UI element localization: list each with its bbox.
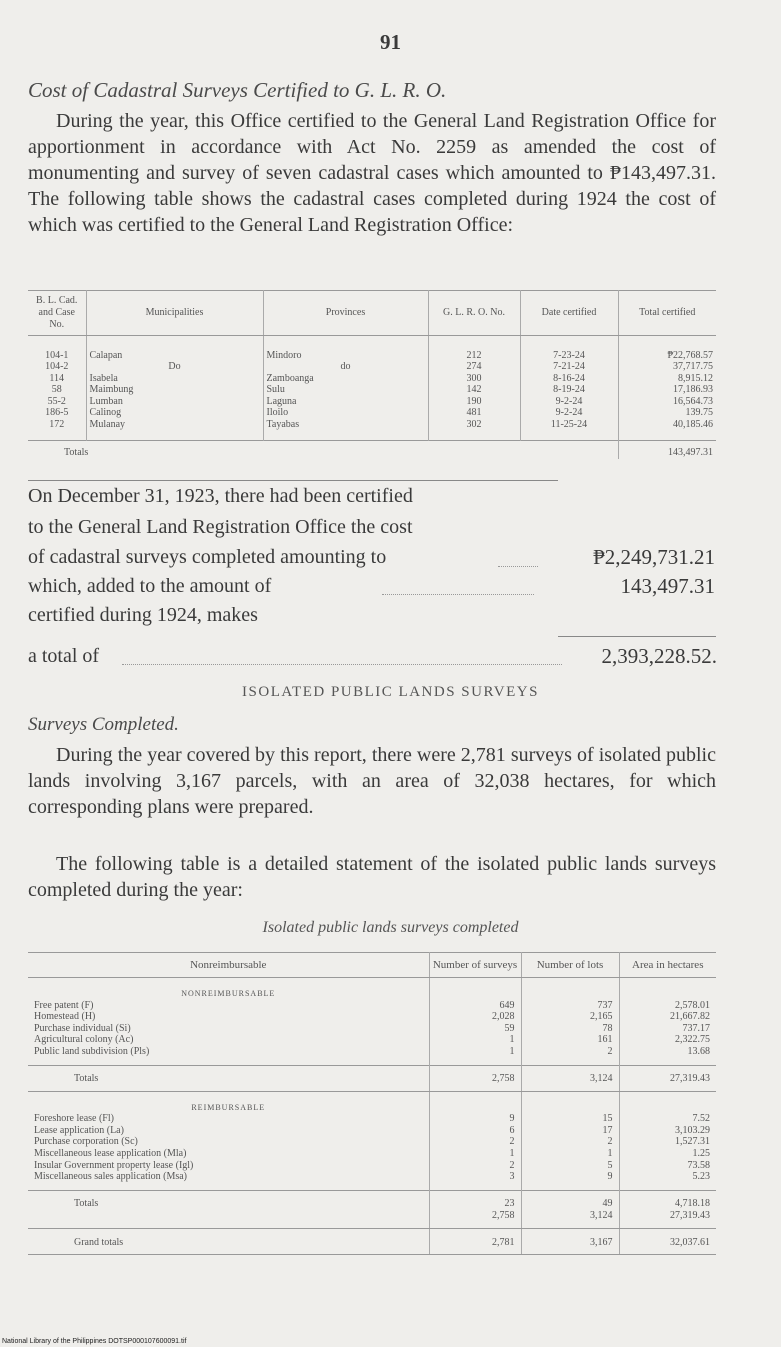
leader-dots bbox=[498, 566, 538, 567]
lots-cell: 17 bbox=[521, 1125, 619, 1137]
surveys-cell: 3 bbox=[429, 1171, 521, 1183]
lots-cell: 5 bbox=[521, 1160, 619, 1172]
total-cell: 139.75 bbox=[685, 407, 713, 419]
surveys-cell: 1 bbox=[429, 1148, 521, 1160]
cadastral-paragraph: During the year, this Office certified to the General Land Registration Office for apportionment in accordance with Act No. 2259 as amended the cost of monumenting and survey of seven cadastral cases which amounted to ₱143,497.31. The following table shows the cadastral cases completed during 1924 the cost of which was certified to the General Land Registration Office: bbox=[28, 110, 716, 236]
glro-no-cell: 190 bbox=[428, 396, 520, 408]
surveys-cell: 2 bbox=[429, 1136, 521, 1148]
col-header-provinces: Provinces bbox=[263, 291, 428, 336]
cadastral-cases-table bbox=[28, 290, 716, 459]
summary-line-3: of cadastral surveys completed amounting to bbox=[28, 546, 387, 568]
date-cell: 7-21-24 bbox=[520, 361, 618, 373]
municipality-cell: Do bbox=[86, 361, 263, 373]
table-row bbox=[28, 419, 716, 431]
total-cell: 8,915.12 bbox=[678, 372, 713, 384]
surveys-cell: 2,028 bbox=[429, 1011, 521, 1023]
leader-dots bbox=[122, 664, 562, 665]
total-cell: 40,185.46 bbox=[673, 419, 713, 431]
summary-top-rule bbox=[28, 480, 558, 481]
isolated-surveys-table bbox=[28, 952, 716, 1255]
table-row bbox=[28, 1148, 716, 1160]
grand-area: 32,037.61 bbox=[619, 1228, 716, 1255]
scan-footer: National Library of the Philippines DOTSP000107600091.tif bbox=[2, 1338, 187, 1345]
province-cell: Mindoro bbox=[263, 350, 428, 362]
province-cell: Zamboanga bbox=[263, 373, 428, 385]
col-header-case-no: B. L. Cad. and Case No. bbox=[28, 291, 86, 336]
group-label-nonreimbursable: NONREIMBURSABLE bbox=[28, 978, 429, 1000]
col-header-total-certified: Total certified bbox=[618, 291, 716, 336]
grand-total-row bbox=[28, 1228, 716, 1255]
case-no-cell: 186-5 bbox=[28, 407, 86, 419]
surveys-total-carry: 2,758 bbox=[492, 1209, 515, 1221]
col-header-municipalities: Municipalities bbox=[86, 291, 263, 336]
group-label-reimbursable: REIMBURSABLE bbox=[28, 1091, 429, 1113]
table-row bbox=[28, 1011, 716, 1023]
surveys-total: 2,758 bbox=[429, 1066, 521, 1092]
area-cell: 737.17 bbox=[682, 1022, 710, 1034]
surveys-cell: 649 bbox=[429, 1000, 521, 1012]
surveys-total bbox=[429, 1191, 521, 1228]
page-number: 91 bbox=[380, 30, 401, 54]
surveys-total-reimbursable: 23 bbox=[504, 1198, 515, 1210]
area-cell: 1.25 bbox=[692, 1148, 710, 1160]
row-label: Free patent (F) bbox=[28, 1000, 429, 1012]
table-row bbox=[28, 384, 716, 396]
area-cell: 2,578.01 bbox=[675, 999, 710, 1011]
municipality-cell: Calinog bbox=[86, 407, 263, 419]
area-total-reimbursable: 4,718.18 bbox=[675, 1198, 710, 1210]
table-row bbox=[28, 1023, 716, 1035]
area-cell: 5.23 bbox=[692, 1171, 710, 1183]
col-header-lots: Number of lots bbox=[521, 953, 619, 978]
summary-line-1: On December 31, 1923, there had been certified bbox=[28, 485, 413, 507]
table-row bbox=[28, 407, 716, 419]
col-header-glro-no: G. L. R. O. No. bbox=[428, 291, 520, 336]
date-cell: 11-25-24 bbox=[520, 419, 618, 431]
col-header-date-certified: Date certified bbox=[520, 291, 618, 336]
totals-value: 143,497.31 bbox=[618, 441, 716, 459]
lots-cell: 9 bbox=[521, 1171, 619, 1183]
table-header-row bbox=[28, 953, 716, 978]
case-no-cell: 114 bbox=[28, 373, 86, 385]
surveys-cell: 1 bbox=[429, 1034, 521, 1046]
row-label: Purchase individual (Si) bbox=[28, 1023, 429, 1035]
surveys-cell: 1 bbox=[429, 1046, 521, 1058]
glro-no-cell: 300 bbox=[428, 373, 520, 385]
area-total bbox=[619, 1191, 716, 1228]
lots-cell: 1 bbox=[521, 1148, 619, 1160]
date-cell: 8-16-24 bbox=[520, 373, 618, 385]
table-row bbox=[28, 1034, 716, 1046]
totals-label: Totals bbox=[28, 1066, 429, 1092]
date-cell: 9-2-24 bbox=[520, 396, 618, 408]
totals-label: Totals bbox=[28, 1191, 429, 1228]
summary-line-2: to the General Land Registration Office the cost bbox=[28, 516, 413, 538]
row-label: Public land subdivision (Pls) bbox=[28, 1046, 429, 1058]
group-label-row bbox=[28, 1091, 716, 1113]
date-cell: 7-23-24 bbox=[520, 350, 618, 362]
col-header-surveys: Number of surveys bbox=[429, 953, 521, 978]
province-cell: Sulu bbox=[263, 384, 428, 396]
isolated-paragraph-1: During the year covered by this report, there were 2,781 surveys of isolated public lands involving 3,167 parcels, with an area of 32,038 hectares, for which corresponding plans were prepared. bbox=[28, 744, 716, 818]
province-cell: Iloilo bbox=[263, 407, 428, 419]
case-no-cell: 104-2 bbox=[28, 361, 86, 373]
grand-lots: 3,167 bbox=[521, 1228, 619, 1255]
table-row bbox=[28, 1046, 716, 1058]
lots-cell: 2,165 bbox=[521, 1011, 619, 1023]
row-label: Homestead (H) bbox=[28, 1011, 429, 1023]
row-label: Lease application (La) bbox=[28, 1125, 429, 1137]
glro-no-cell: 212 bbox=[428, 350, 520, 362]
summary-amount-total: 2,393,228.52. bbox=[601, 644, 717, 668]
total-cell: ₱22,768.57 bbox=[667, 349, 713, 361]
area-cell: 13.68 bbox=[687, 1045, 710, 1057]
lots-cell: 161 bbox=[521, 1034, 619, 1046]
grand-totals-label: Grand totals bbox=[28, 1228, 429, 1255]
area-cell: 1,527.31 bbox=[675, 1136, 710, 1148]
lots-cell: 737 bbox=[521, 1000, 619, 1012]
table-row bbox=[28, 1125, 716, 1137]
glro-no-cell: 302 bbox=[428, 419, 520, 431]
group-label-row bbox=[28, 978, 716, 1000]
lots-total bbox=[521, 1191, 619, 1228]
surveys-cell: 9 bbox=[429, 1113, 521, 1125]
total-cell: 16,564.73 bbox=[673, 395, 713, 407]
section-heading-cadastral: Cost of Cadastral Surveys Certified to G. L. R. O. bbox=[28, 78, 447, 102]
province-cell: Tayabas bbox=[263, 419, 428, 431]
group-total-row bbox=[28, 1066, 716, 1092]
case-no-cell: 104-1 bbox=[28, 350, 86, 362]
area-cell: 2,322.75 bbox=[675, 1034, 710, 1046]
table-row bbox=[28, 396, 716, 408]
municipality-cell: Calapan bbox=[86, 350, 263, 362]
area-cell: 3,103.29 bbox=[675, 1124, 710, 1136]
municipality-cell: Mulanay bbox=[86, 419, 263, 431]
table-total-row bbox=[28, 441, 716, 459]
surveys-cell: 59 bbox=[429, 1023, 521, 1035]
row-label: Agricultural colony (Ac) bbox=[28, 1034, 429, 1046]
table-row bbox=[28, 1171, 716, 1183]
grand-surveys: 2,781 bbox=[429, 1228, 521, 1255]
summary-line-6: a total of bbox=[28, 645, 100, 667]
table-caption: Isolated public lands surveys completed bbox=[262, 919, 519, 936]
area-total-carry: 27,319.43 bbox=[670, 1209, 710, 1221]
summary-amount-2: 143,497.31 bbox=[620, 574, 715, 598]
col-header-category: Nonreimbursable bbox=[28, 953, 429, 978]
municipality-cell: Maimbung bbox=[86, 384, 263, 396]
glro-no-cell: 142 bbox=[428, 384, 520, 396]
date-cell: 8-19-24 bbox=[520, 384, 618, 396]
case-no-cell: 58 bbox=[28, 384, 86, 396]
col-header-area: Area in hectares bbox=[619, 953, 716, 978]
lots-total-reimbursable: 49 bbox=[602, 1198, 613, 1210]
surveys-cell: 2 bbox=[429, 1160, 521, 1172]
row-label: Purchase corporation (Sc) bbox=[28, 1136, 429, 1148]
lots-cell: 2 bbox=[521, 1046, 619, 1058]
glro-no-cell: 274 bbox=[428, 361, 520, 373]
isolated-paragraph-2: The following table is a detailed statement of the isolated public lands surveys completed during the year: bbox=[28, 853, 716, 901]
table-row bbox=[28, 350, 716, 362]
surveys-cell: 6 bbox=[429, 1125, 521, 1137]
table-row bbox=[28, 373, 716, 385]
lots-total-carry: 3,124 bbox=[590, 1209, 613, 1221]
lots-cell: 15 bbox=[521, 1113, 619, 1125]
table-row bbox=[28, 361, 716, 373]
municipality-cell: Isabela bbox=[86, 373, 263, 385]
area-cell: 73.58 bbox=[687, 1159, 710, 1171]
date-cell: 9-2-24 bbox=[520, 407, 618, 419]
summary-line-4: which, added to the amount of bbox=[28, 575, 272, 597]
glro-no-cell: 481 bbox=[428, 407, 520, 419]
area-total: 27,319.43 bbox=[619, 1066, 716, 1092]
section-title-isolated: ISOLATED PUBLIC LANDS SURVEYS bbox=[242, 684, 539, 700]
total-cell: 17,186.93 bbox=[673, 384, 713, 396]
total-cell: 37,717.75 bbox=[673, 361, 713, 373]
case-no-cell: 172 bbox=[28, 419, 86, 431]
subheading-surveys-completed: Surveys Completed. bbox=[28, 714, 179, 735]
row-label: Miscellaneous sales application (Msa) bbox=[28, 1171, 429, 1183]
table-header-row bbox=[28, 291, 716, 336]
row-label: Insular Government property lease (Igl) bbox=[28, 1160, 429, 1172]
province-cell: Laguna bbox=[263, 396, 428, 408]
table-row bbox=[28, 1136, 716, 1148]
area-cell: 7.52 bbox=[692, 1113, 710, 1125]
summary-amount-1: ₱2,249,731.21 bbox=[593, 545, 715, 569]
province-cell: do bbox=[263, 361, 428, 373]
case-no-cell: 55-2 bbox=[28, 396, 86, 408]
table-row bbox=[28, 1113, 716, 1125]
municipality-cell: Lumban bbox=[86, 396, 263, 408]
sum-rule bbox=[558, 636, 716, 637]
area-cell: 21,667.82 bbox=[670, 1011, 710, 1023]
row-label: Foreshore lease (Fl) bbox=[28, 1113, 429, 1125]
summary-line-5: certified during 1924, makes bbox=[28, 604, 258, 626]
table-row bbox=[28, 1000, 716, 1012]
row-label: Miscellaneous lease application (Mla) bbox=[28, 1148, 429, 1160]
totals-label: Totals bbox=[28, 441, 618, 459]
lots-cell: 78 bbox=[521, 1023, 619, 1035]
lots-cell: 2 bbox=[521, 1136, 619, 1148]
table-row bbox=[28, 1160, 716, 1172]
lots-total: 3,124 bbox=[521, 1066, 619, 1092]
group-total-row bbox=[28, 1191, 716, 1228]
leader-dots bbox=[382, 594, 534, 595]
